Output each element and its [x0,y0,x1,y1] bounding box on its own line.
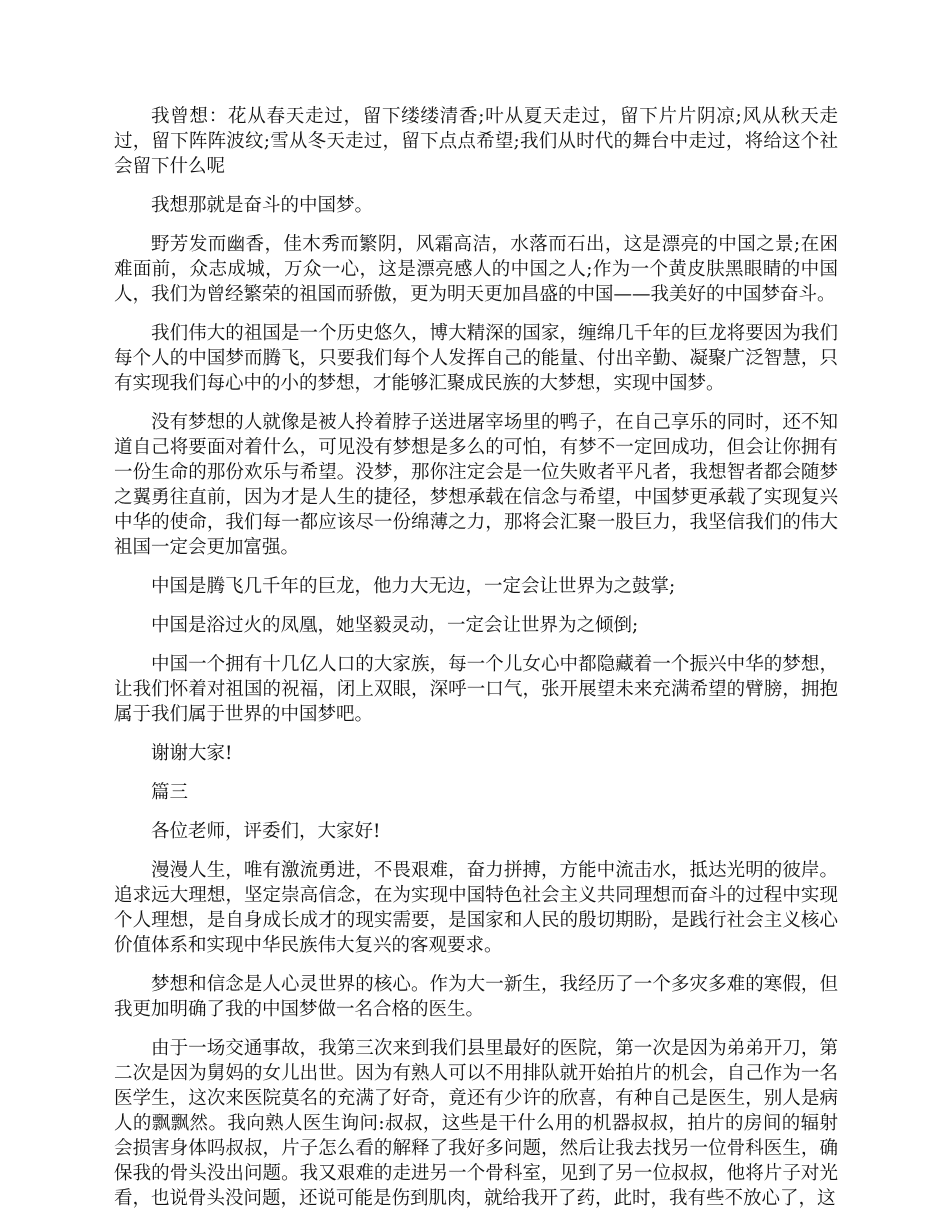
paragraph: 我曾想：花从春天走过，留下缕缕清香;叶从夏天走过，留下片片阴凉;风从秋天走过，留下阵阵波纹;雪从冬天走过，留下点点希望;我们从时代的舞台中走过，将给这个社会留下什么呢 [114,106,838,177]
paragraph: 中国是浴过火的凤凰，她坚毅灵动，一定会让世界为之倾倒; [151,615,639,636]
paragraph: 野芳发而幽香，佳木秀而繁阴，风霜高洁，水落而石出，这是漂亮的中国之景;在困难面前，众志成城，万众一心，这是漂亮感人的中国之人;作为一个黄皮肤黑眼睛的中国人，我们为曾经繁荣的祖国而骄傲，更为明天更加昌盛的中国——我美好的中国梦奋斗。 [114,234,838,305]
paragraph: 中国一个拥有十几亿人口的大家族，每一个儿女心中都隐藏着一个振兴中华的梦想，让我们怀着对祖国的祝福，闭上双眼，深呼一口气，张开展望未来充满希望的臂膀，拥抱属于我们属于世界的中国梦吧。 [114,654,838,725]
paragraph: 我们伟大的祖国是一个历史悠久，博大精深的国家，缠绵几千年的巨龙将要因为我们每个人的中国梦而腾飞，只要我们每个人发挥自己的能量、付出辛勤、凝聚广泛智慧，只有实现我们每心中的小的梦想，才能够汇聚成民族的大梦想，实现中国梦。 [114,323,838,394]
greeting-line: 各位老师，评委们，大家好! [151,821,381,842]
section-heading: 篇三 [151,782,189,803]
paragraph: 梦想和信念是人心灵世界的核心。作为大一新生，我经历了一个多灾多难的寒假，但我更加明确了我的中国梦做一名合格的医生。 [114,974,838,1020]
paragraph: 漫漫人生，唯有激流勇进，不畏艰难，奋力拼搏，方能中流击水，抵达光明的彼岸。追求远大理想，坚定崇高信念，在为实现中国特色社会主义共同理想而奋斗的过程中实现个人理想，是自身成长成才的现实需要，是国家和人民的殷切期盼，是践行社会主义核心价值体系和实现中华民族伟大复兴的客观要求。 [114,860,838,956]
document-body [114,104,838,1225]
paragraph: 我想那就是奋斗的中国梦。 [151,195,374,216]
paragraph: 中国是腾飞几千年的巨龙，他力大无边，一定会让世界为之鼓掌; [151,576,676,597]
paragraph: 没有梦想的人就像是被人拎着脖子送进屠宰场里的鸭子，在自己享乐的同时，还不知道自己将要面对着什么，可见没有梦想是多么的可怕，有梦不一定回成功，但会让你拥有一份生命的那份欢乐与希望。没梦，那你注定会是一位失败者平凡者，我想智者都会随梦之翼勇往直前，因为才是人生的捷径，梦想承载在信念与希望，中国梦更承载了实现复兴中华的使命，我们每一都应该尽一份绵薄之力，那将会汇聚一股巨力，我坚信我们的伟大祖国一定会更加富强。 [114,412,838,558]
paragraph: 由于一场交通事故，我第三次来到我们县里最好的医院，第一次是因为弟弟开刀，第二次是因为舅妈的女儿出世。因为有熟人可以不用排队就开始拍片的机会，自己作为一名医学生，这次来医院莫名的充满了好奇，竟还有少许的欣喜，有种自己是医生，别人是病人的飘飘然。我向熟人医生询问:叔叔，这些是干什么用的机器叔叔，拍片的房间的辐射会损害身体吗叔叔，片子怎么看的解释了我好多问题，然后让我去找另一位骨科医生，确保我的骨头没出问题。我又艰难的走进另一个骨科室，见到了另一位叔叔，他将片子对光看，也说骨头没问题，还说可能是伤到肌肉，就给我开了药，此时，我有些不放心了，这 [114,1038,838,1209]
closing-line: 谢谢大家! [151,743,233,764]
